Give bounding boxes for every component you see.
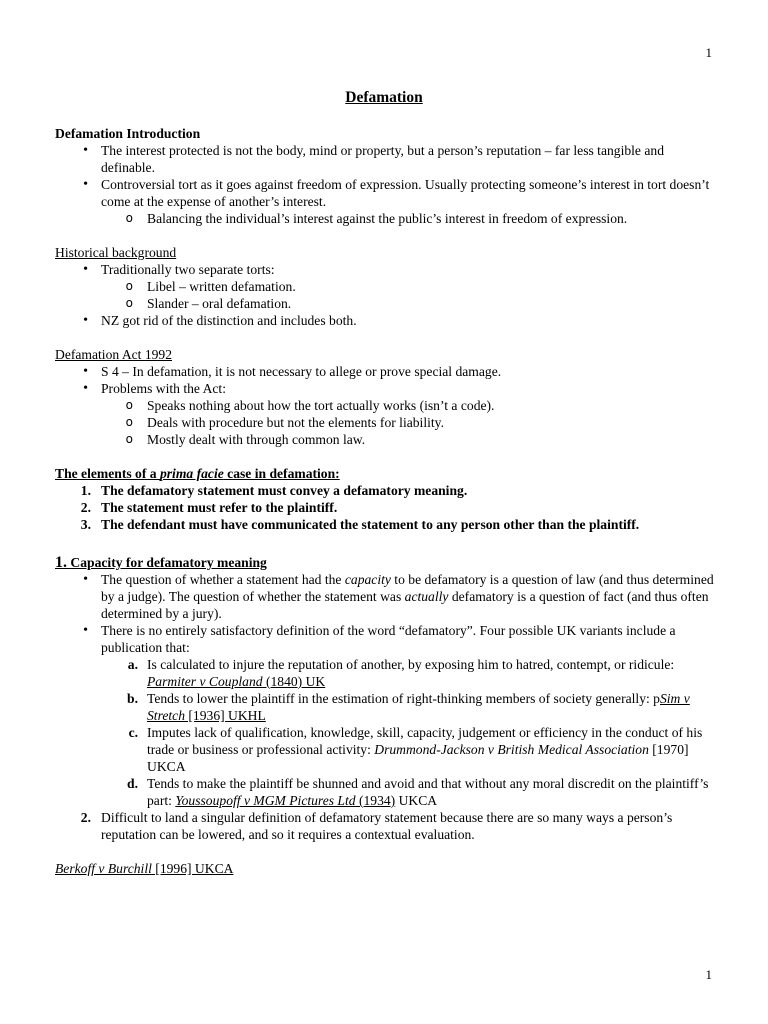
sub-bullet-marker: o — [125, 415, 133, 429]
section-number: 1. — [55, 554, 67, 571]
bullet-marker: • — [83, 313, 88, 328]
bullet-marker: • — [83, 364, 88, 379]
bullet-marker: • — [83, 143, 88, 158]
sub-bullet-marker: o — [125, 432, 133, 446]
item-number: 2. — [80, 500, 91, 515]
item-letter: c. — [128, 725, 138, 740]
sub-list-item: o Slander – oral defamation. — [55, 295, 720, 312]
capacity-heading: 1. Capacity for defamatory meaning — [55, 554, 267, 571]
list-item: • Problems with the Act: — [55, 380, 720, 397]
lettered-item: c. Imputes lack of qualification, knowledge, skill, capacity, judgement or efficiency in the conduct of his trade or business or professional activity: Drummond-Jackson v British Medical Association [1970] UKCA — [55, 724, 720, 775]
page-number-bottom: 1 — [705, 967, 712, 982]
numbered-item: 2. Difficult to land a singular definition of defamatory statement because there are so many ways a person’s reputation can be lowered, and so it requires a contextual evaluation. — [55, 809, 720, 843]
lettered-item: d. Tends to make the plaintiff be shunned and avoid and that without any moral discredit on the plaintiff’s part: Youssoupoff v MGM Pictures Ltd (1934) UKCA — [55, 775, 720, 809]
item-letter: d. — [127, 776, 138, 791]
elements-heading: The elements of a prima facie case in defamation: — [55, 466, 340, 481]
list-item: • Controversial tort as it goes against freedom of expression. Usually protecting someone’s interest in tort doesn’t come at the expense of another’s interest. — [55, 176, 720, 210]
history-heading: Historical background — [55, 245, 177, 260]
lettered-item: b. Tends to lower the plaintiff in the estimation of right-thinking members of society generally: pSim v Stretch [1936] UKHL — [55, 690, 720, 724]
document-body — [55, 125, 720, 877]
item-letter: b. — [127, 691, 138, 706]
case-citation: Youssoupoff v MGM Pictures Ltd (1934) — [175, 793, 396, 808]
item-number: 2. — [80, 810, 91, 825]
act-heading: Defamation Act 1992 — [55, 347, 173, 362]
sub-bullet-marker: o — [125, 279, 133, 293]
sub-bullet-marker: o — [125, 296, 133, 310]
bullet-marker: • — [83, 623, 88, 638]
sub-list-item: o Mostly dealt with through common law. — [55, 431, 720, 448]
lettered-item: a. Is calculated to injure the reputation of another, by exposing him to hatred, contempt, or ridicule: Parmiter v Coupland (1840) UK — [55, 656, 720, 690]
case-heading-berkoff: Berkoff v Burchill [1996] UKCA — [55, 861, 234, 876]
numbered-item: 3. The defendant must have communicated the statement to any person other than the plaintiff. — [55, 516, 720, 533]
list-item: • The interest protected is not the body, mind or property, but a person’s reputation – far less tangible and definable. — [55, 142, 720, 176]
list-item: • Traditionally two separate torts: — [55, 261, 720, 278]
case-citation: Parmiter v Coupland (1840) UK — [147, 674, 326, 689]
bullet-marker: • — [83, 381, 88, 396]
case-citation: Sim v Stretch [1936] UKHL — [147, 691, 690, 723]
sub-list-item: o Speaks nothing about how the tort actually works (isn’t a code). — [55, 397, 720, 414]
page-number-top: 1 — [705, 45, 712, 60]
list-item: • The question of whether a statement had the capacity to be defamatory is a question of law (and thus determined by a judge). The question of whether the statement was actually defamatory is a question of fact (and thus often determined by a jury). — [55, 571, 720, 622]
bullet-marker: • — [83, 572, 88, 587]
sub-bullet-marker: o — [125, 398, 133, 412]
bullet-marker: • — [83, 262, 88, 277]
intro-heading: Defamation Introduction — [55, 126, 201, 141]
case-citation: Drummond-Jackson v British Medical Association — [374, 742, 649, 757]
sub-list-item: o Balancing the individual’s interest against the public’s interest in freedom of expression. — [55, 210, 720, 227]
numbered-item: 2. The statement must refer to the plaintiff. — [55, 499, 720, 516]
list-item: • There is no entirely satisfactory definition of the word “defamatory”. Four possible UK variants include a publication that: — [55, 622, 720, 656]
item-number: 3. — [80, 517, 91, 532]
numbered-item: 1. The defamatory statement must convey a defamatory meaning. — [55, 482, 720, 499]
item-letter: a. — [127, 657, 138, 672]
sub-bullet-marker: o — [125, 211, 133, 225]
list-item: • NZ got rid of the distinction and includes both. — [55, 312, 720, 329]
sub-list-item: o Libel – written defamation. — [55, 278, 720, 295]
list-item: • S 4 – In defamation, it is not necessary to allege or prove special damage. — [55, 363, 720, 380]
item-number: 1. — [80, 483, 91, 498]
page-title: Defamation — [345, 89, 423, 106]
sub-list-item: o Deals with procedure but not the elements for liability. — [55, 414, 720, 431]
bullet-marker: • — [83, 177, 88, 192]
